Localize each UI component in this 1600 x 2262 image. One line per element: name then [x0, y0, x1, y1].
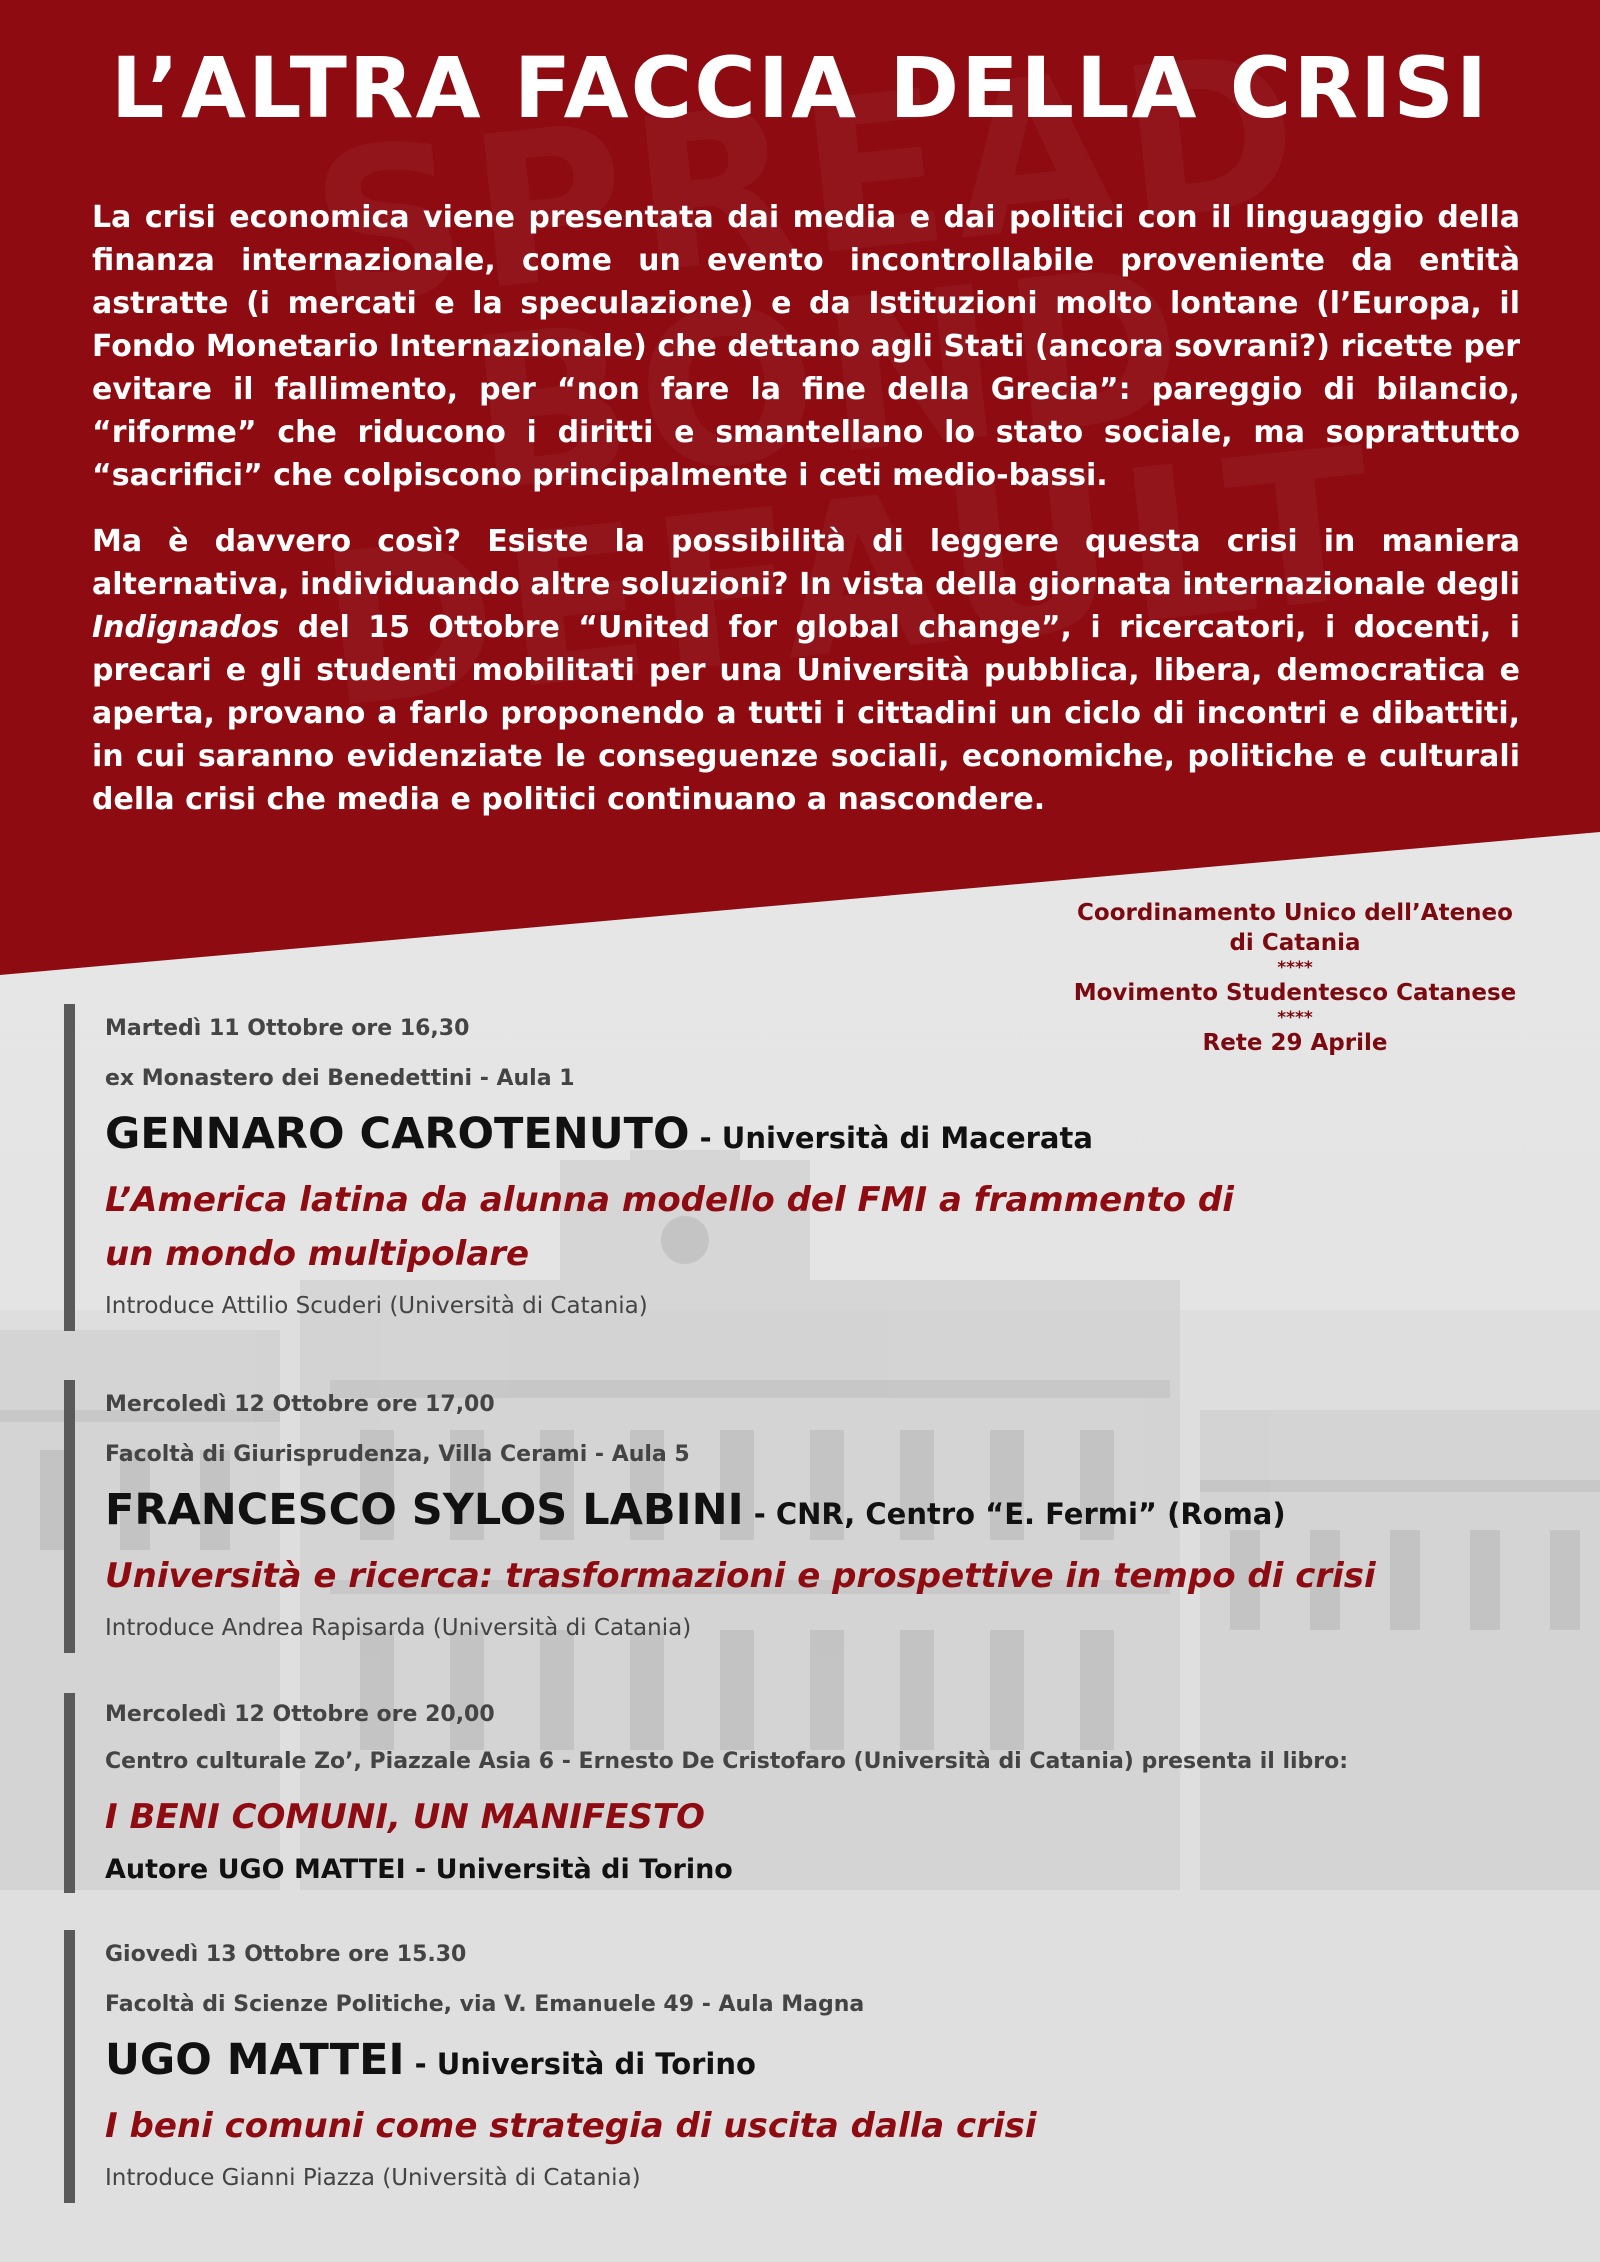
- intro-paragraph-2: [92, 520, 1520, 821]
- event-talk-title: Università e ricerca: trasformazioni e prospettive in tempo di crisi: [105, 1556, 1376, 1596]
- organizer-separator: ****: [1277, 958, 1313, 978]
- event-affiliation: - Università di Macerata: [689, 1121, 1093, 1155]
- event-block: [64, 1930, 1037, 2203]
- organizer-line: Rete 29 Aprile: [1202, 1030, 1388, 1056]
- event-place: Centro culturale Zo’, Piazzale Asia 6 - Ernesto De Cristofaro (Università di Catania) presenta il libro:: [105, 1749, 1349, 1774]
- organizer-line: Coordinamento Unico dell’Ateneo: [1077, 900, 1513, 926]
- organizer-line: Movimento Studentesco Catanese: [1073, 980, 1517, 1006]
- event-speaker-line: [105, 1480, 1376, 1549]
- intro-p2-italic: Indignados: [92, 610, 280, 645]
- intro-paragraph-1: La crisi economica viene presentata dai media e dai politici con il linguaggio della finanza internazionale, come un evento incontrollabile proveniente da entità astratte (i mercati e la speculazione) e da Istituzioni molto lontane (l’Europa, il Fondo Monetario Internazionale) che dettano agli Stati (ancora sovrani?) ricette per evitare il fallimento, per “non fare la fine della Grecia”: pareggio di bilancio, “riforme” che riducono i diritti e smantellano lo stato sociale, ma soprattutto “sacrifici” che colpiscono principalmente i ceti medio-bassi.: [92, 200, 1520, 493]
- intro-text: [92, 196, 1520, 844]
- event-speaker-line: [105, 2030, 1037, 2099]
- page-title: L’ALTRA FACCIA DELLA CRISI: [110, 39, 1490, 137]
- event-date: Mercoledì 12 Ottobre ore 20,00: [105, 1702, 495, 1727]
- event-speaker: UGO MATTEI: [105, 2035, 405, 2085]
- intro-p2-part: Ma è davvero così? Esiste la possibilità di leggere questa crisi in maniera alternativa, individuando altre soluzioni? In vista della giornata internazionale degli: [92, 524, 1520, 602]
- event-introducer: Introduce Andrea Rapisarda (Università di Catania): [105, 1615, 692, 1641]
- event-introducer: Introduce Attilio Scuderi (Università di Catania): [105, 1293, 648, 1319]
- event-date: Martedì 11 Ottobre ore 16,30: [105, 1016, 470, 1041]
- organizer-line: di Catania: [1229, 930, 1361, 956]
- event-place: ex Monastero dei Benedettini - Aula 1: [105, 1066, 575, 1091]
- event-place: Facoltà di Scienze Politiche, via V. Emanuele 49 - Aula Magna: [105, 1992, 865, 2017]
- event-talk-title: L’America latina da alunna modello del FMI a frammento di: [105, 1180, 1234, 1220]
- event-place: Facoltà di Giurisprudenza, Villa Cerami - Aula 5: [105, 1442, 690, 1467]
- event-block: [64, 1380, 1376, 1653]
- event-affiliation: - CNR, Centro “E. Fermi” (Roma): [743, 1497, 1286, 1531]
- event-speaker: FRANCESCO SYLOS LABINI: [105, 1485, 744, 1535]
- event-affiliation: - Università di Torino: [404, 2047, 756, 2081]
- event-speaker-line: [105, 1104, 1234, 1173]
- event-author: Autore UGO MATTEI - Università di Torino: [105, 1854, 733, 1885]
- event-speaker: GENNARO CAROTENUTO: [105, 1109, 690, 1159]
- event-introducer: Introduce Gianni Piazza (Università di Catania): [105, 2165, 641, 2191]
- event-talk-title: I beni comuni come strategia di uscita dalla crisi: [105, 2106, 1037, 2146]
- intro-p2-part: del 15 Ottobre “United for global change”, i ricercatori, i docenti, i precari e gli studenti mobilitati per una Università pubblica, libera, democratica e aperta, provano a farlo proponendo a tutti i cittadini un ciclo di incontri e dibattiti, in cui saranno evidenziate le conseguenze sociali, economiche, politiche e culturali della crisi che media e politici continuano a nascondere.: [92, 610, 1520, 817]
- organizer-separator: ****: [1277, 1008, 1313, 1028]
- event-date: Giovedì 13 Ottobre ore 15.30: [105, 1942, 467, 1967]
- event-talk-title: un mondo multipolare: [105, 1234, 530, 1274]
- event-block: [64, 1004, 1234, 1331]
- event-block: [64, 1693, 1348, 1893]
- event-book-title: I BENI COMUNI, UN MANIFESTO: [105, 1797, 705, 1837]
- event-date: Mercoledì 12 Ottobre ore 17,00: [105, 1392, 495, 1417]
